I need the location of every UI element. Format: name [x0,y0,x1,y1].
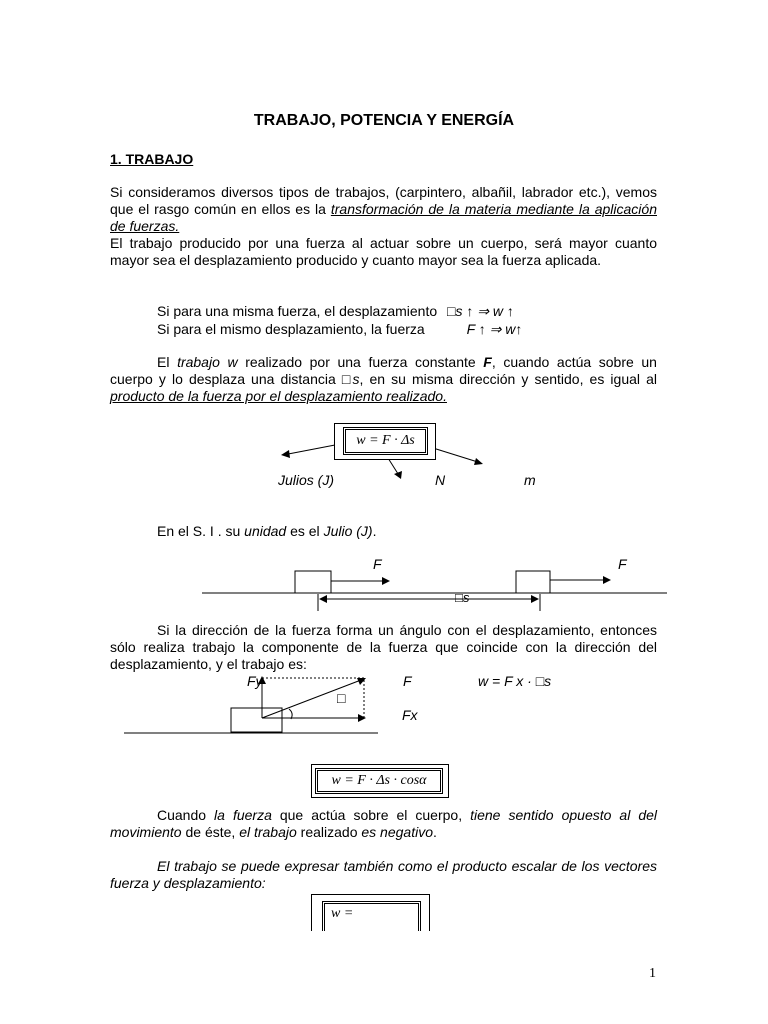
si-b: unidad [244,523,287,539]
unit-meter: m [524,472,536,488]
section-heading: 1. TRABAJO [110,151,194,167]
si-c: es el [286,523,324,539]
p5-a: Cuando [157,807,215,823]
page-title: TRABAJO, POTENCIA Y ENERGÍA [253,112,515,129]
paragraph-negative-work [110,807,657,841]
si-d: Julio (J) [323,523,373,539]
p5-g: realizado [296,824,362,840]
si-e: . [372,523,377,539]
p3-c: realizado por una fuerza constante [237,354,484,370]
intro-underlined: transformación de la materia mediante la aplicación de fuerzas. [110,201,657,234]
paragraph-definition: El trabajo producido por una fuerza al actuar sobre un cuerpo, será mayor cuanto mayor sea el desplazamiento producido y cuanto mayor sea la fuerza aplicada. [110,235,657,268]
diagram1-force-right: F [618,556,627,572]
p5-c: que actúa sobre el cuerpo, [271,807,471,823]
unit-joule: Julios (J) [278,472,335,488]
page-number: 1 [649,966,656,981]
diagram2-f: F [403,673,412,689]
p5-d: tiene sentido opuesto al del movimiento [110,807,657,840]
intro-text: Si consideramos diversos tipos de trabajos, (carpintero, albañil, labrador etc.), vemos que el rasgo común en ellos es la [110,184,657,217]
diagram2-fy: Fy [247,673,263,689]
unit-newton: N [435,472,446,488]
p5-b: la fuerza [214,807,272,823]
formula3-box [322,901,421,931]
p5-i: . [432,824,437,840]
diagram1-force-left: F [373,556,382,572]
formula3: w = [331,906,354,921]
p3-b: trabajo w [177,354,238,370]
p3-d: F [483,354,492,370]
si-a: En el S. I . su [157,523,245,539]
p3-f: □s [341,371,360,387]
p3-g: , en su misma dirección y sentido, es igual al [359,371,657,387]
rule-1-text: Si para una misma fuerza, el desplazamiento [157,303,438,319]
formula2-box [315,768,443,794]
diagram2-fx: Fx [402,707,418,723]
block-angled [231,708,282,732]
rule-2-symbol: F ↑ ⇒ w↑ [466,321,523,337]
formula2: w = F · Δs · cosα [331,773,427,788]
p3-e: , cuando actúa sobre un cuerpo y lo desplaza una distancia [110,354,657,387]
paragraph-scalar-product: El trabajo se puede expresar también como el producto escalar de los vectores fuerza y desplazamiento: [110,858,657,891]
rule-1-symbol: □s ↑ ⇒ w ↑ [447,303,514,319]
diagram2-alpha: □ [337,690,346,706]
p3-h: producto de la fuerza por el desplazamiento realizado. [110,388,447,404]
force-vector [262,680,361,718]
rule-2-text: Si para el mismo desplazamiento, la fuerza [157,321,425,337]
p3-a: El [157,354,178,370]
p5-h: es negativo [361,824,433,840]
p5-f: el trabajo [239,824,297,840]
diagram1-displacement: □s [455,590,470,605]
formula3-outer-box [311,894,430,931]
formula1: w = F · Δs [356,433,415,448]
p5-e: de éste, [181,824,240,840]
paragraph-angle: Si la dirección de la fuerza forma un ángulo con el desplazamiento, entonces sólo realiza trabajo la componente de la fuerza que coincide con la dirección del desplazamiento, y el trabajo es: [110,622,657,672]
diagram2-formula: w = F x · □s [478,673,552,689]
